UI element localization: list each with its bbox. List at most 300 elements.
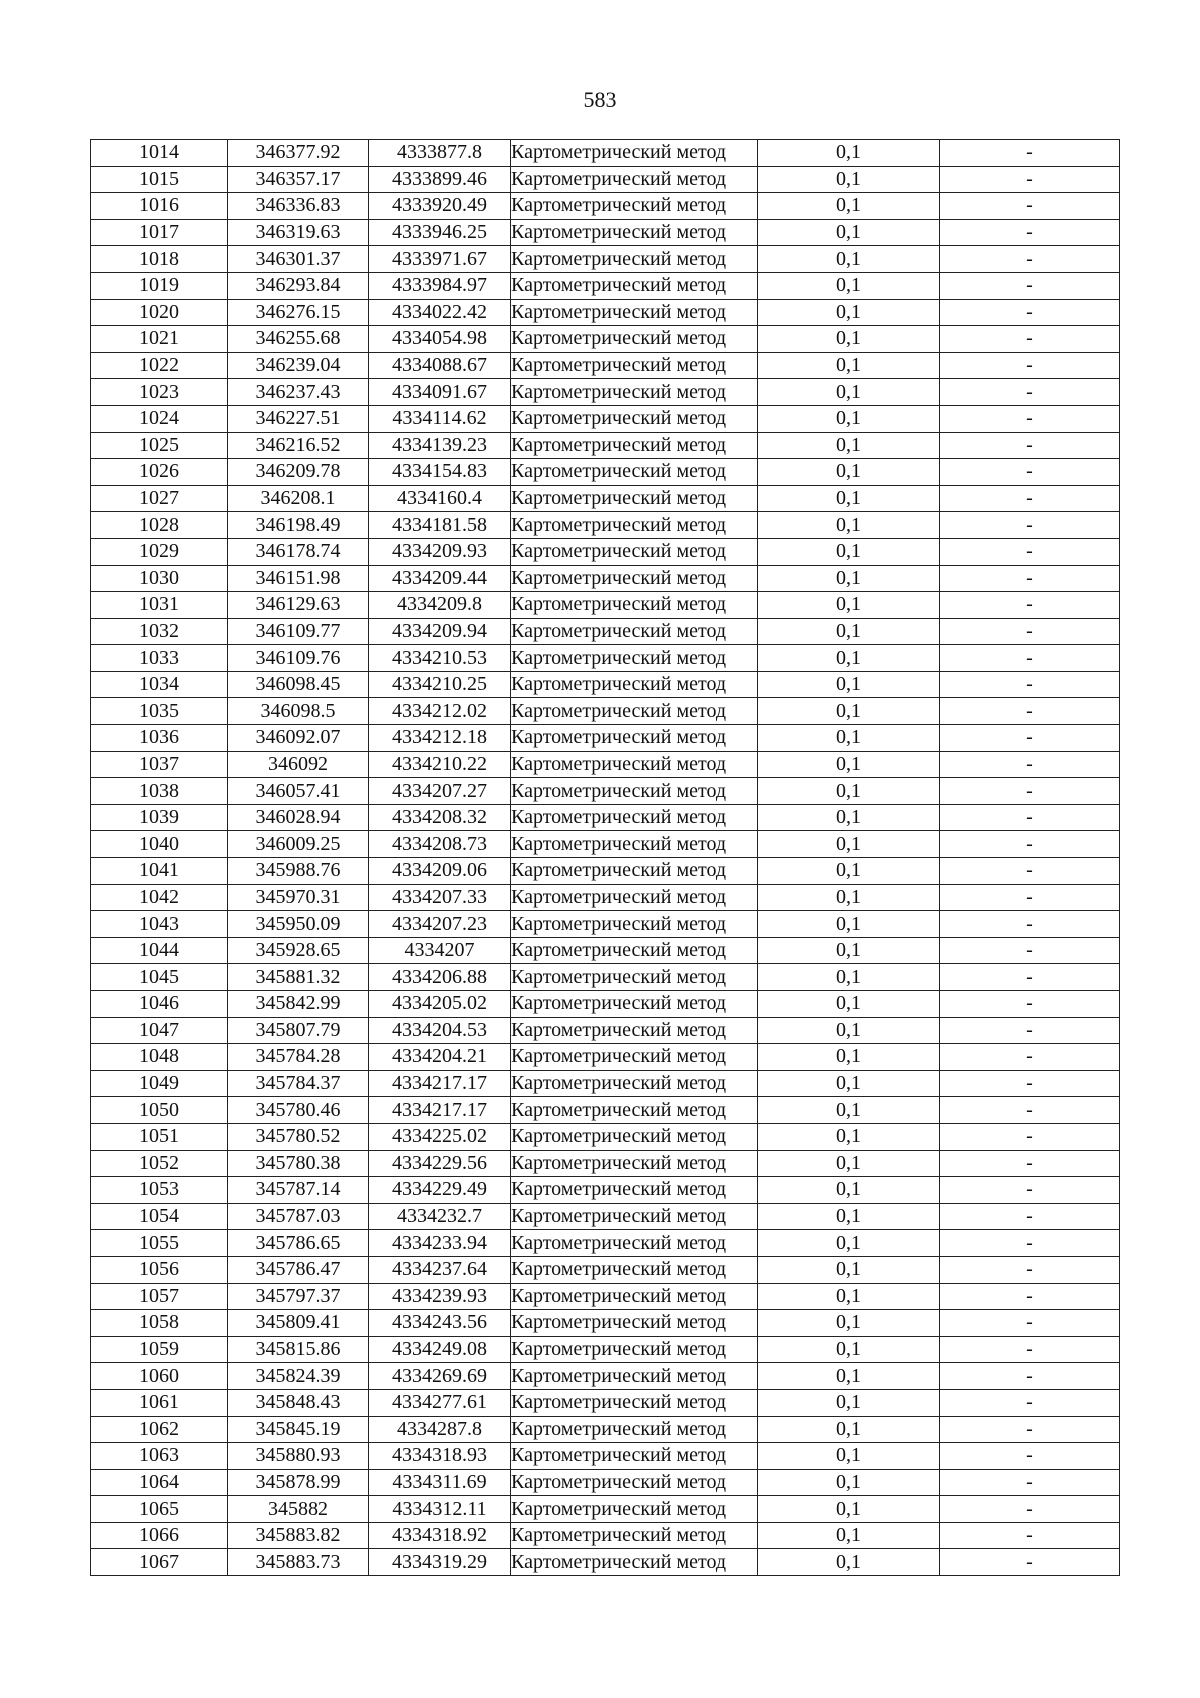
coordinates-table	[90, 139, 1120, 1576]
cell-y-coordinate: 4334243.56	[369, 1310, 511, 1337]
table-row	[91, 246, 1120, 273]
cell-note: -	[940, 1097, 1120, 1124]
cell-point-number: 1051	[91, 1123, 228, 1150]
cell-x-coordinate: 346239.04	[228, 352, 369, 379]
cell-point-number: 1017	[91, 219, 228, 246]
cell-x-coordinate: 346276.15	[228, 299, 369, 326]
cell-note: -	[940, 1389, 1120, 1416]
cell-point-number: 1026	[91, 459, 228, 486]
table-row	[91, 1416, 1120, 1443]
cell-note: -	[940, 725, 1120, 752]
cell-y-coordinate: 4334210.22	[369, 751, 511, 778]
cell-method: Картометрический метод	[511, 1283, 758, 1310]
cell-point-number: 1061	[91, 1389, 228, 1416]
table-row	[91, 751, 1120, 778]
cell-point-number: 1037	[91, 751, 228, 778]
table-row	[91, 1549, 1120, 1576]
cell-y-coordinate: 4334269.69	[369, 1363, 511, 1390]
cell-method: Картометрический метод	[511, 618, 758, 645]
cell-accuracy: 0,1	[758, 1230, 940, 1257]
cell-point-number: 1022	[91, 352, 228, 379]
cell-x-coordinate: 346301.37	[228, 246, 369, 273]
table-row	[91, 911, 1120, 938]
cell-x-coordinate: 345780.52	[228, 1123, 369, 1150]
cell-accuracy: 0,1	[758, 911, 940, 938]
cell-y-coordinate: 4333971.67	[369, 246, 511, 273]
cell-y-coordinate: 4334311.69	[369, 1469, 511, 1496]
cell-y-coordinate: 4334160.4	[369, 485, 511, 512]
table-row	[91, 140, 1120, 167]
cell-accuracy: 0,1	[758, 299, 940, 326]
cell-x-coordinate: 345845.19	[228, 1416, 369, 1443]
cell-y-coordinate: 4334237.64	[369, 1256, 511, 1283]
cell-y-coordinate: 4334114.62	[369, 405, 511, 432]
cell-accuracy: 0,1	[758, 618, 940, 645]
cell-x-coordinate: 345786.47	[228, 1256, 369, 1283]
cell-accuracy: 0,1	[758, 1177, 940, 1204]
cell-point-number: 1016	[91, 193, 228, 220]
cell-accuracy: 0,1	[758, 991, 940, 1018]
cell-accuracy: 0,1	[758, 193, 940, 220]
cell-method: Картометрический метод	[511, 565, 758, 592]
table-row	[91, 1363, 1120, 1390]
cell-x-coordinate: 345784.28	[228, 1044, 369, 1071]
cell-y-coordinate: 4334225.02	[369, 1123, 511, 1150]
cell-y-coordinate: 4334054.98	[369, 326, 511, 353]
cell-note: -	[940, 485, 1120, 512]
cell-x-coordinate: 345882	[228, 1496, 369, 1523]
cell-point-number: 1058	[91, 1310, 228, 1337]
cell-note: -	[940, 538, 1120, 565]
cell-method: Картометрический метод	[511, 884, 758, 911]
cell-y-coordinate: 4334318.92	[369, 1522, 511, 1549]
cell-accuracy: 0,1	[758, 140, 940, 167]
cell-y-coordinate: 4334239.93	[369, 1283, 511, 1310]
cell-y-coordinate: 4334249.08	[369, 1336, 511, 1363]
cell-y-coordinate: 4334022.42	[369, 299, 511, 326]
cell-note: -	[940, 272, 1120, 299]
cell-point-number: 1056	[91, 1256, 228, 1283]
cell-note: -	[940, 991, 1120, 1018]
cell-accuracy: 0,1	[758, 858, 940, 885]
cell-y-coordinate: 4333946.25	[369, 219, 511, 246]
cell-accuracy: 0,1	[758, 645, 940, 672]
cell-y-coordinate: 4334207.33	[369, 884, 511, 911]
table-row	[91, 937, 1120, 964]
cell-y-coordinate: 4333920.49	[369, 193, 511, 220]
cell-x-coordinate: 346377.92	[228, 140, 369, 167]
table-row	[91, 1177, 1120, 1204]
cell-accuracy: 0,1	[758, 379, 940, 406]
table-row	[91, 1230, 1120, 1257]
cell-accuracy: 0,1	[758, 1097, 940, 1124]
cell-accuracy: 0,1	[758, 1310, 940, 1337]
cell-x-coordinate: 345787.03	[228, 1203, 369, 1230]
cell-x-coordinate: 346227.51	[228, 405, 369, 432]
cell-x-coordinate: 346109.77	[228, 618, 369, 645]
cell-accuracy: 0,1	[758, 1123, 940, 1150]
cell-method: Картометрический метод	[511, 1044, 758, 1071]
cell-note: -	[940, 592, 1120, 619]
cell-note: -	[940, 1230, 1120, 1257]
cell-accuracy: 0,1	[758, 565, 940, 592]
cell-note: -	[940, 884, 1120, 911]
cell-note: -	[940, 565, 1120, 592]
cell-method: Картометрический метод	[511, 1070, 758, 1097]
cell-accuracy: 0,1	[758, 592, 940, 619]
cell-method: Картометрический метод	[511, 1443, 758, 1470]
cell-method: Картометрический метод	[511, 671, 758, 698]
table-row	[91, 379, 1120, 406]
cell-x-coordinate: 346109.76	[228, 645, 369, 672]
cell-accuracy: 0,1	[758, 698, 940, 725]
table-row	[91, 884, 1120, 911]
cell-method: Картометрический метод	[511, 1522, 758, 1549]
cell-point-number: 1045	[91, 964, 228, 991]
cell-y-coordinate: 4334207.23	[369, 911, 511, 938]
table-row	[91, 725, 1120, 752]
cell-accuracy: 0,1	[758, 1336, 940, 1363]
cell-point-number: 1055	[91, 1230, 228, 1257]
cell-x-coordinate: 345784.37	[228, 1070, 369, 1097]
cell-accuracy: 0,1	[758, 778, 940, 805]
table-row	[91, 459, 1120, 486]
cell-accuracy: 0,1	[758, 219, 940, 246]
table-row	[91, 1443, 1120, 1470]
cell-y-coordinate: 4334139.23	[369, 432, 511, 459]
cell-note: -	[940, 1150, 1120, 1177]
cell-x-coordinate: 346098.45	[228, 671, 369, 698]
table-row	[91, 1469, 1120, 1496]
cell-method: Картометрический метод	[511, 645, 758, 672]
cell-y-coordinate: 4334207	[369, 937, 511, 964]
cell-x-coordinate: 346237.43	[228, 379, 369, 406]
cell-method: Картометрический метод	[511, 1230, 758, 1257]
cell-method: Картометрический метод	[511, 140, 758, 167]
cell-accuracy: 0,1	[758, 1522, 940, 1549]
cell-method: Картометрический метод	[511, 193, 758, 220]
cell-note: -	[940, 1283, 1120, 1310]
cell-x-coordinate: 346357.17	[228, 166, 369, 193]
cell-y-coordinate: 4334209.44	[369, 565, 511, 592]
cell-method: Картометрический метод	[511, 272, 758, 299]
cell-note: -	[940, 1443, 1120, 1470]
cell-accuracy: 0,1	[758, 272, 940, 299]
cell-y-coordinate: 4334232.7	[369, 1203, 511, 1230]
cell-note: -	[940, 911, 1120, 938]
cell-x-coordinate: 346009.25	[228, 831, 369, 858]
cell-point-number: 1027	[91, 485, 228, 512]
cell-y-coordinate: 4334207.27	[369, 778, 511, 805]
cell-accuracy: 0,1	[758, 725, 940, 752]
cell-point-number: 1020	[91, 299, 228, 326]
cell-x-coordinate: 345950.09	[228, 911, 369, 938]
cell-x-coordinate: 346092	[228, 751, 369, 778]
cell-note: -	[940, 778, 1120, 805]
cell-method: Картометрический метод	[511, 1177, 758, 1204]
cell-note: -	[940, 671, 1120, 698]
cell-accuracy: 0,1	[758, 246, 940, 273]
cell-method: Картометрический метод	[511, 725, 758, 752]
cell-x-coordinate: 346098.5	[228, 698, 369, 725]
cell-note: -	[940, 858, 1120, 885]
cell-accuracy: 0,1	[758, 1389, 940, 1416]
cell-point-number: 1023	[91, 379, 228, 406]
cell-accuracy: 0,1	[758, 326, 940, 353]
cell-point-number: 1048	[91, 1044, 228, 1071]
cell-note: -	[940, 246, 1120, 273]
cell-accuracy: 0,1	[758, 1363, 940, 1390]
cell-y-coordinate: 4334154.83	[369, 459, 511, 486]
cell-y-coordinate: 4334212.18	[369, 725, 511, 752]
cell-note: -	[940, 964, 1120, 991]
cell-y-coordinate: 4334312.11	[369, 1496, 511, 1523]
cell-x-coordinate: 345786.65	[228, 1230, 369, 1257]
cell-x-coordinate: 346092.07	[228, 725, 369, 752]
cell-y-coordinate: 4334209.94	[369, 618, 511, 645]
cell-note: -	[940, 645, 1120, 672]
cell-point-number: 1052	[91, 1150, 228, 1177]
cell-method: Картометрический метод	[511, 1150, 758, 1177]
cell-accuracy: 0,1	[758, 1070, 940, 1097]
cell-note: -	[940, 1522, 1120, 1549]
cell-x-coordinate: 345881.32	[228, 964, 369, 991]
cell-accuracy: 0,1	[758, 1017, 940, 1044]
cell-method: Картометрический метод	[511, 964, 758, 991]
table-row	[91, 1150, 1120, 1177]
cell-accuracy: 0,1	[758, 1044, 940, 1071]
cell-accuracy: 0,1	[758, 1469, 940, 1496]
table-row	[91, 352, 1120, 379]
cell-point-number: 1063	[91, 1443, 228, 1470]
cell-point-number: 1041	[91, 858, 228, 885]
table-row	[91, 1070, 1120, 1097]
cell-method: Картометрический метод	[511, 751, 758, 778]
cell-note: -	[940, 1177, 1120, 1204]
cell-x-coordinate: 345815.86	[228, 1336, 369, 1363]
cell-x-coordinate: 345848.43	[228, 1389, 369, 1416]
table-row	[91, 858, 1120, 885]
cell-method: Картометрический метод	[511, 432, 758, 459]
cell-accuracy: 0,1	[758, 1416, 940, 1443]
cell-point-number: 1030	[91, 565, 228, 592]
cell-y-coordinate: 4334229.56	[369, 1150, 511, 1177]
cell-method: Картометрический метод	[511, 299, 758, 326]
cell-note: -	[940, 1496, 1120, 1523]
cell-accuracy: 0,1	[758, 671, 940, 698]
cell-y-coordinate: 4334233.94	[369, 1230, 511, 1257]
cell-method: Картометрический метод	[511, 1256, 758, 1283]
cell-note: -	[940, 937, 1120, 964]
cell-note: -	[940, 1469, 1120, 1496]
table-row	[91, 538, 1120, 565]
cell-point-number: 1038	[91, 778, 228, 805]
cell-point-number: 1029	[91, 538, 228, 565]
cell-x-coordinate: 346216.52	[228, 432, 369, 459]
cell-method: Картометрический метод	[511, 1097, 758, 1124]
table-row	[91, 1283, 1120, 1310]
cell-point-number: 1036	[91, 725, 228, 752]
cell-x-coordinate: 346209.78	[228, 459, 369, 486]
cell-x-coordinate: 345780.46	[228, 1097, 369, 1124]
cell-x-coordinate: 346028.94	[228, 804, 369, 831]
cell-method: Картометрический метод	[511, 804, 758, 831]
cell-accuracy: 0,1	[758, 751, 940, 778]
cell-note: -	[940, 1363, 1120, 1390]
cell-method: Картометрический метод	[511, 698, 758, 725]
cell-point-number: 1025	[91, 432, 228, 459]
table-row	[91, 299, 1120, 326]
cell-x-coordinate: 345883.73	[228, 1549, 369, 1576]
cell-x-coordinate: 345809.41	[228, 1310, 369, 1337]
cell-note: -	[940, 405, 1120, 432]
cell-method: Картометрический метод	[511, 1203, 758, 1230]
cell-y-coordinate: 4334229.49	[369, 1177, 511, 1204]
cell-x-coordinate: 345807.79	[228, 1017, 369, 1044]
table-row	[91, 804, 1120, 831]
cell-accuracy: 0,1	[758, 831, 940, 858]
cell-method: Картометрический метод	[511, 1549, 758, 1576]
cell-point-number: 1040	[91, 831, 228, 858]
cell-method: Картометрический метод	[511, 1363, 758, 1390]
table-row	[91, 1336, 1120, 1363]
table-row	[91, 193, 1120, 220]
cell-method: Картометрический метод	[511, 485, 758, 512]
cell-y-coordinate: 4334277.61	[369, 1389, 511, 1416]
cell-y-coordinate: 4334209.93	[369, 538, 511, 565]
cell-point-number: 1035	[91, 698, 228, 725]
cell-y-coordinate: 4334318.93	[369, 1443, 511, 1470]
table-row	[91, 778, 1120, 805]
cell-y-coordinate: 4334088.67	[369, 352, 511, 379]
cell-point-number: 1028	[91, 512, 228, 539]
cell-accuracy: 0,1	[758, 1283, 940, 1310]
table-row	[91, 166, 1120, 193]
table-row	[91, 326, 1120, 353]
cell-accuracy: 0,1	[758, 1150, 940, 1177]
cell-accuracy: 0,1	[758, 1496, 940, 1523]
table-row	[91, 1496, 1120, 1523]
cell-y-coordinate: 4334209.06	[369, 858, 511, 885]
cell-y-coordinate: 4334210.53	[369, 645, 511, 672]
cell-x-coordinate: 345928.65	[228, 937, 369, 964]
cell-point-number: 1057	[91, 1283, 228, 1310]
table-row	[91, 1256, 1120, 1283]
cell-point-number: 1067	[91, 1549, 228, 1576]
cell-method: Картометрический метод	[511, 326, 758, 353]
table-row	[91, 964, 1120, 991]
cell-note: -	[940, 698, 1120, 725]
cell-x-coordinate: 346255.68	[228, 326, 369, 353]
table-row	[91, 592, 1120, 619]
cell-point-number: 1044	[91, 937, 228, 964]
cell-y-coordinate: 4333984.97	[369, 272, 511, 299]
table-row	[91, 1310, 1120, 1337]
cell-point-number: 1065	[91, 1496, 228, 1523]
table-row	[91, 991, 1120, 1018]
table-row	[91, 432, 1120, 459]
table-row	[91, 618, 1120, 645]
cell-method: Картометрический метод	[511, 1389, 758, 1416]
cell-note: -	[940, 219, 1120, 246]
cell-accuracy: 0,1	[758, 964, 940, 991]
cell-x-coordinate: 346198.49	[228, 512, 369, 539]
cell-method: Картометрический метод	[511, 778, 758, 805]
cell-y-coordinate: 4334287.8	[369, 1416, 511, 1443]
cell-accuracy: 0,1	[758, 538, 940, 565]
cell-point-number: 1014	[91, 140, 228, 167]
cell-method: Картометрический метод	[511, 991, 758, 1018]
cell-note: -	[940, 352, 1120, 379]
cell-y-coordinate: 4334208.73	[369, 831, 511, 858]
cell-point-number: 1031	[91, 592, 228, 619]
cell-method: Картометрический метод	[511, 538, 758, 565]
cell-accuracy: 0,1	[758, 405, 940, 432]
cell-point-number: 1046	[91, 991, 228, 1018]
table-row	[91, 1389, 1120, 1416]
cell-accuracy: 0,1	[758, 804, 940, 831]
cell-note: -	[940, 804, 1120, 831]
cell-note: -	[940, 618, 1120, 645]
cell-method: Картометрический метод	[511, 512, 758, 539]
cell-y-coordinate: 4334205.02	[369, 991, 511, 1018]
cell-note: -	[940, 326, 1120, 353]
cell-x-coordinate: 345780.38	[228, 1150, 369, 1177]
cell-accuracy: 0,1	[758, 1443, 940, 1470]
cell-note: -	[940, 1044, 1120, 1071]
cell-method: Картометрический метод	[511, 858, 758, 885]
cell-method: Картометрический метод	[511, 1416, 758, 1443]
cell-x-coordinate: 346178.74	[228, 538, 369, 565]
cell-y-coordinate: 4334204.21	[369, 1044, 511, 1071]
cell-note: -	[940, 1336, 1120, 1363]
cell-note: -	[940, 1310, 1120, 1337]
table-row	[91, 1522, 1120, 1549]
cell-point-number: 1050	[91, 1097, 228, 1124]
cell-y-coordinate: 4334208.32	[369, 804, 511, 831]
cell-x-coordinate: 346208.1	[228, 485, 369, 512]
cell-y-coordinate: 4334217.17	[369, 1097, 511, 1124]
cell-point-number: 1024	[91, 405, 228, 432]
cell-accuracy: 0,1	[758, 1256, 940, 1283]
cell-y-coordinate: 4334206.88	[369, 964, 511, 991]
table-row	[91, 1123, 1120, 1150]
cell-note: -	[940, 751, 1120, 778]
cell-accuracy: 0,1	[758, 884, 940, 911]
table-row	[91, 1097, 1120, 1124]
cell-x-coordinate: 346151.98	[228, 565, 369, 592]
cell-accuracy: 0,1	[758, 459, 940, 486]
cell-point-number: 1064	[91, 1469, 228, 1496]
cell-x-coordinate: 345970.31	[228, 884, 369, 911]
cell-x-coordinate: 346129.63	[228, 592, 369, 619]
table-row	[91, 1203, 1120, 1230]
table-row	[91, 485, 1120, 512]
cell-accuracy: 0,1	[758, 432, 940, 459]
cell-x-coordinate: 345797.37	[228, 1283, 369, 1310]
cell-note: -	[940, 166, 1120, 193]
cell-method: Картометрический метод	[511, 1017, 758, 1044]
cell-method: Картометрический метод	[511, 166, 758, 193]
cell-method: Картометрический метод	[511, 937, 758, 964]
cell-point-number: 1034	[91, 671, 228, 698]
cell-y-coordinate: 4334217.17	[369, 1070, 511, 1097]
cell-method: Картометрический метод	[511, 1469, 758, 1496]
table-row	[91, 645, 1120, 672]
cell-x-coordinate: 345842.99	[228, 991, 369, 1018]
cell-y-coordinate: 4334091.67	[369, 379, 511, 406]
cell-method: Картометрический метод	[511, 1310, 758, 1337]
